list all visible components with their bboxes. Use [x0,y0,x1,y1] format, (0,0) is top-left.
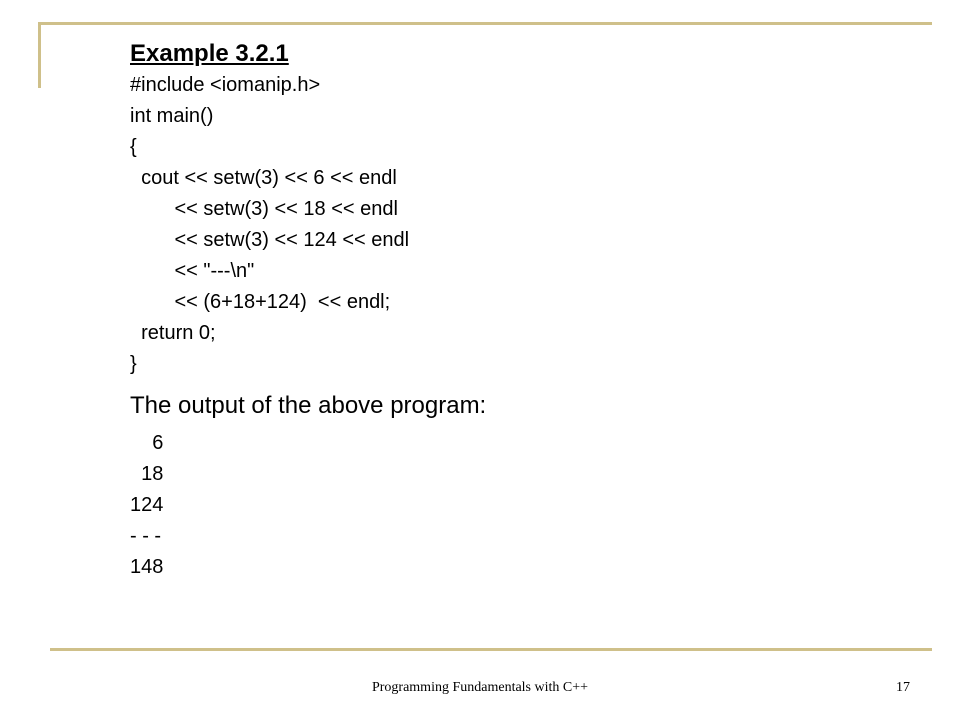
footer-divider [50,648,932,651]
code-line: { [130,136,137,158]
output-line: - - - [130,525,162,547]
code-line: return 0; [130,322,216,344]
code-line: << setw(3) << 18 << endl [130,198,398,220]
code-line: } [130,353,137,375]
footer-title: Programming Fundamentals with C++ [371,680,589,695]
code-line: int main() [130,105,214,127]
output-line: 124 [130,494,164,516]
code-line: << setw(3) << 124 << endl [130,229,410,251]
program-output [130,428,910,583]
slide-title: Example 3.2.1 [130,40,289,67]
output-line: 6 [130,432,164,454]
code-line: << "---\n" [130,260,255,282]
frame-left-line [38,22,41,88]
slide-content [130,38,910,583]
output-line: 148 [130,556,164,578]
code-line: << (6+18+124) << endl; [130,291,391,313]
frame-top-line [38,22,932,25]
code-block [130,70,910,380]
page-number: 17 [896,680,910,695]
output-heading: The output of the above program: [130,392,487,419]
code-line: #include <iomanip.h> [130,74,321,96]
code-line: cout << setw(3) << 6 << endl [130,167,397,189]
output-line: 18 [130,463,164,485]
